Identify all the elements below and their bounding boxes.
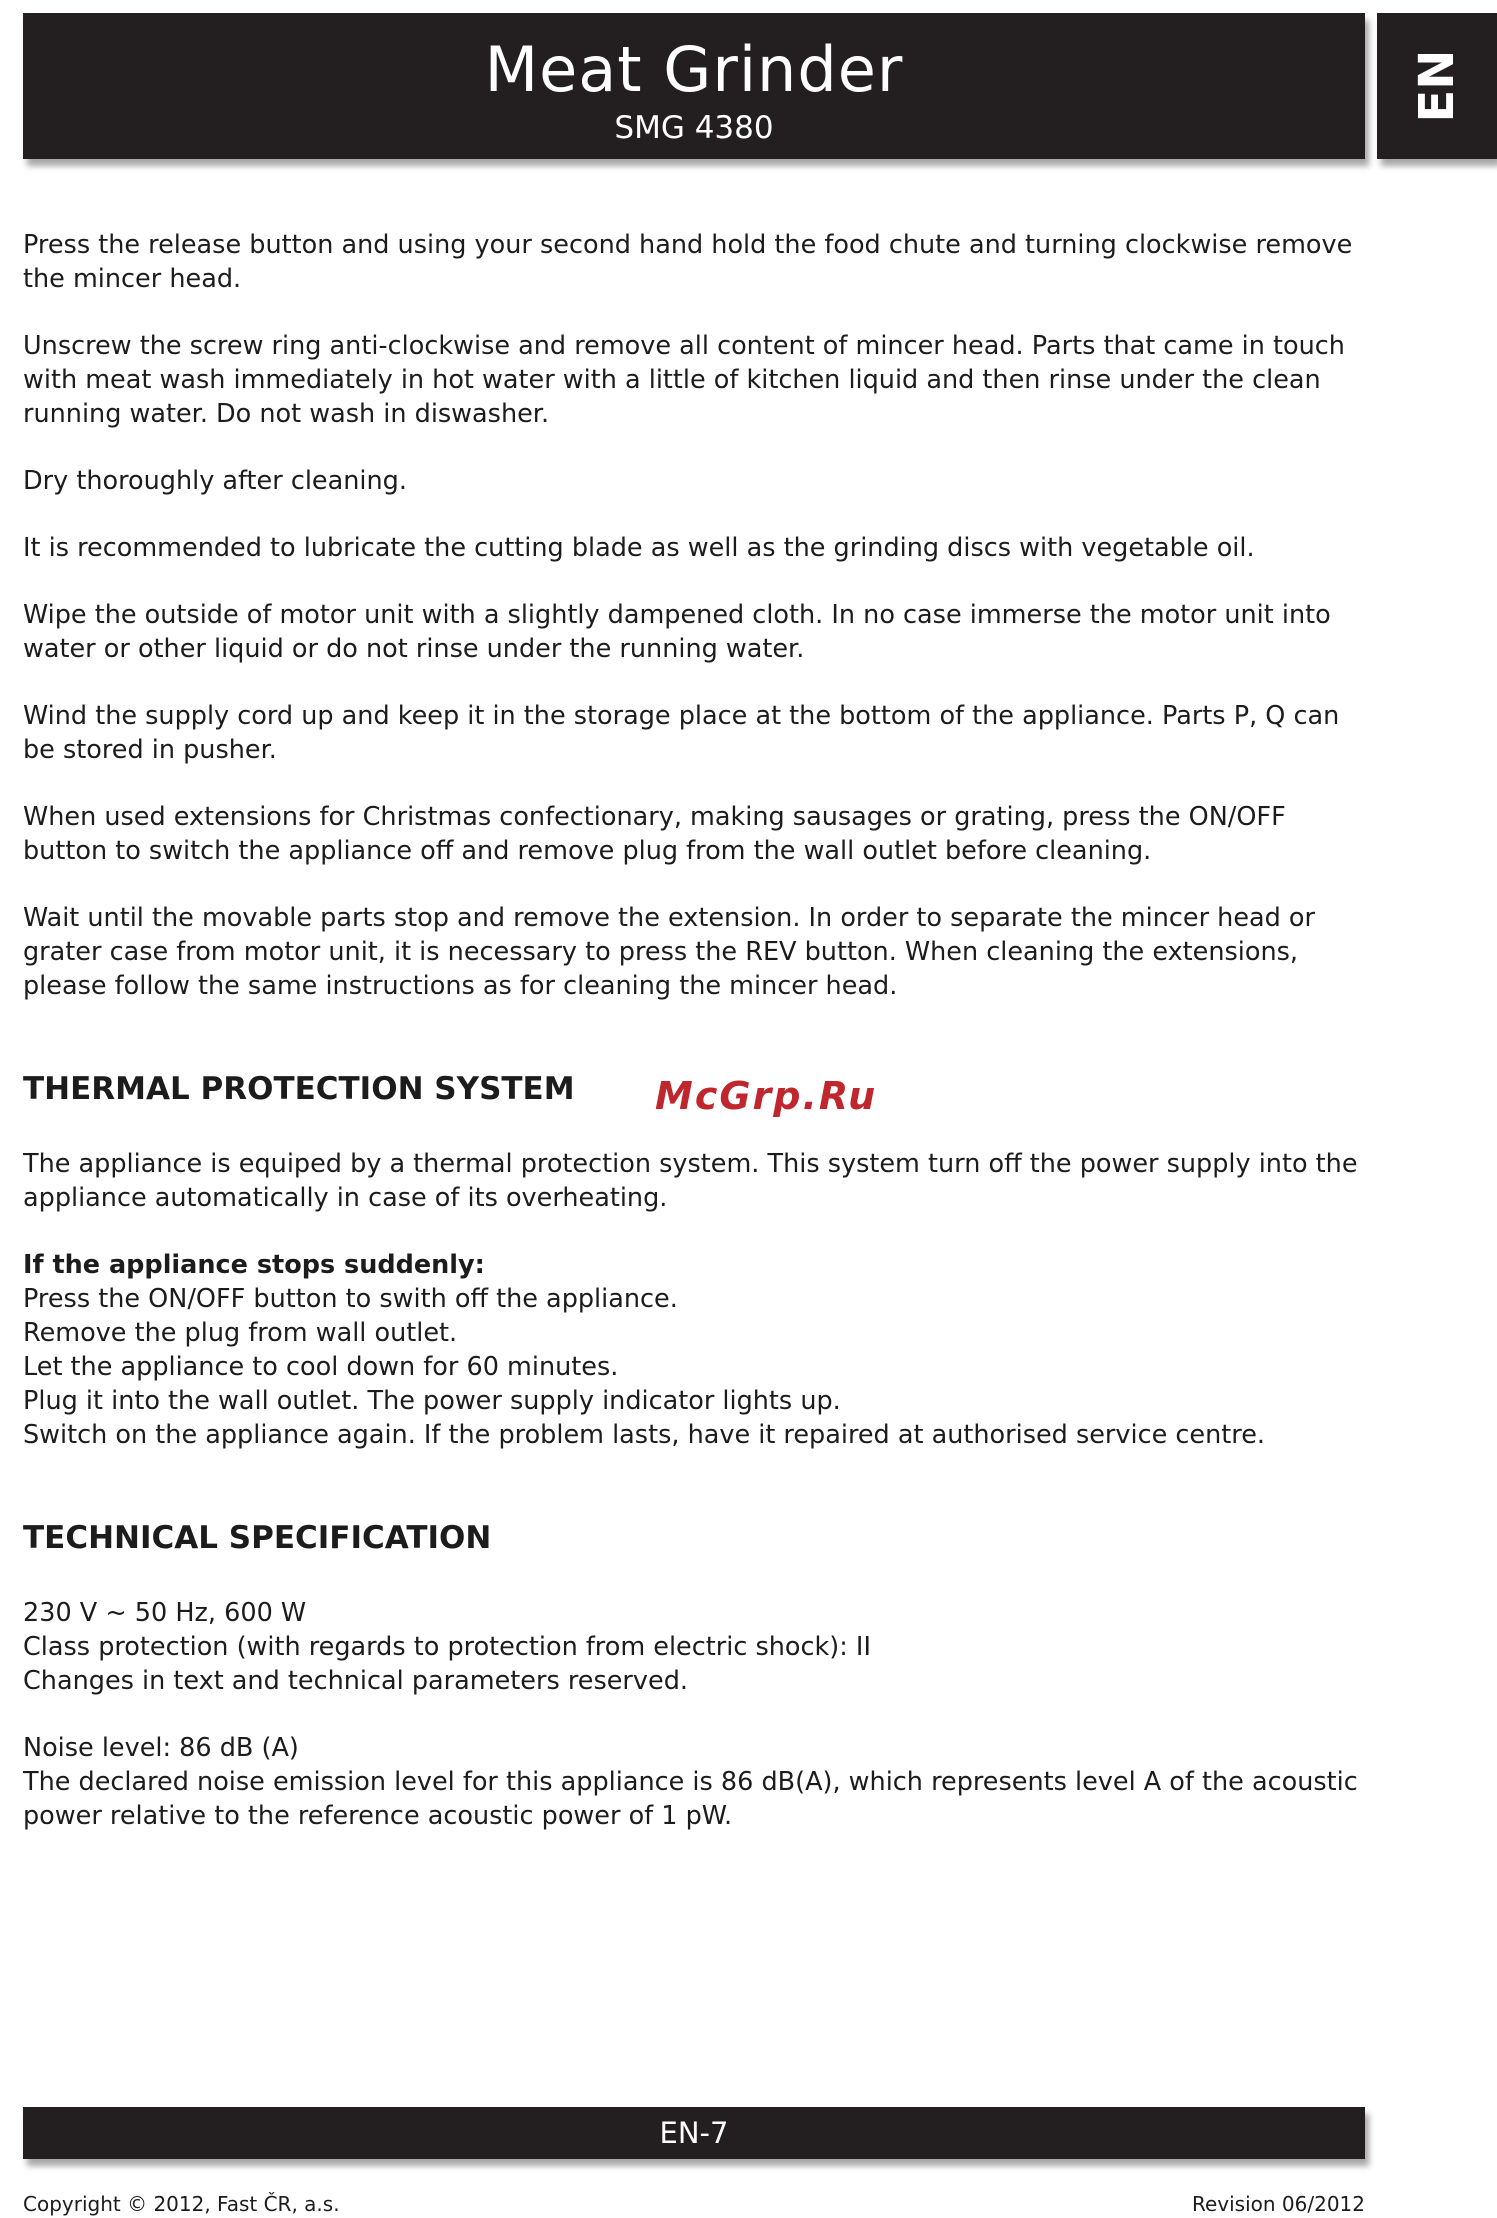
thermal-intro: The appliance is equiped by a thermal protection system. This system turn off the power supply into the appliance automatically in case of its overheating. [23,1149,1358,1213]
step-line: Let the appliance to cool down for 60 minutes. [23,1352,619,1382]
paragraph: Dry thoroughly after cleaning. [23,466,407,496]
paragraph: Wipe the outside of motor unit with a slightly dampened cloth. In no case immerse the motor unit into water or other liquid or do not rinse under the running water. [23,600,1331,664]
paragraph: When used extensions for Christmas confectionary, making sausages or grating, press the ON/OFF button to switch the appliance off and remove plug from the wall outlet before cleaning. [23,802,1286,866]
page-number-bar [23,2107,1365,2159]
technical-specification-heading: TECHNICAL SPECIFICATION [23,1520,492,1556]
step-line: Press the ON/OFF button to swith off the appliance. [23,1284,678,1314]
spec-heading-row [23,1520,1373,1556]
spec-line: 230 V ~ 50 Hz, 600 W [23,1598,307,1628]
main-content [23,228,1373,1833]
thermal-protection-heading: THERMAL PROTECTION SYSTEM [23,1071,575,1107]
stops-suddenly-label: If the appliance stops suddenly: [23,1250,485,1280]
page-header [23,13,1365,159]
page-number: EN-7 [659,2116,729,2150]
noise-description: The declared noise emission level for this appliance is 86 dB(A), which represents level A of the acoustic power relative to the reference acoustic power of 1 pW. [23,1767,1358,1831]
model-number: SMG 4380 [614,110,774,146]
spec-lines [23,1596,1373,1698]
language-code: EN [1409,49,1465,123]
step-line: Remove the plug from wall outlet. [23,1318,458,1348]
thermal-steps [23,1248,1373,1452]
watermark: McGrp.Ru [655,1074,878,1118]
paragraph: Wind the supply cord up and keep it in the storage place at the bottom of the appliance. Parts P, Q can be stored in pusher. [23,701,1340,765]
paragraph: It is recommended to lubricate the cutting blade as well as the grinding discs with vegetable oil. [23,533,1255,563]
paragraph: Press the release button and using your second hand hold the food chute and turning clockwise remove the mincer head. [23,230,1353,294]
spec-line: Class protection (with regards to protection from electric shock): II [23,1632,871,1662]
paragraph: Wait until the movable parts stop and remove the extension. In order to separate the mincer head or grater case from motor unit, it is necessary to press the REV button. When cleaning the extensions, please follow the same instructions as for cleaning the mincer head. [23,903,1316,1001]
step-line: Switch on the appliance again. If the problem lasts, have it repaired at authorised service centre. [23,1420,1265,1450]
language-tab [1377,13,1497,159]
step-line: Plug it into the wall outlet. The power supply indicator lights up. [23,1386,841,1416]
document-title: Meat Grinder [484,33,904,106]
thermal-heading-row [23,1071,1373,1118]
copyright: Copyright © 2012, Fast ČR, a.s. [23,2192,340,2216]
paragraph: Unscrew the screw ring anti-clockwise and remove all content of mincer head. Parts that came in touch with meat wash immediately in hot water with a little of kitchen liquid and then rinse under the clean running water. Do not wash in diswasher. [23,331,1345,429]
revision: Revision 06/2012 [1191,2192,1365,2216]
noise-level: Noise level: 86 dB (A) [23,1733,299,1763]
spec-line: Changes in text and technical parameters reserved. [23,1666,688,1696]
noise-block [23,1731,1373,1833]
